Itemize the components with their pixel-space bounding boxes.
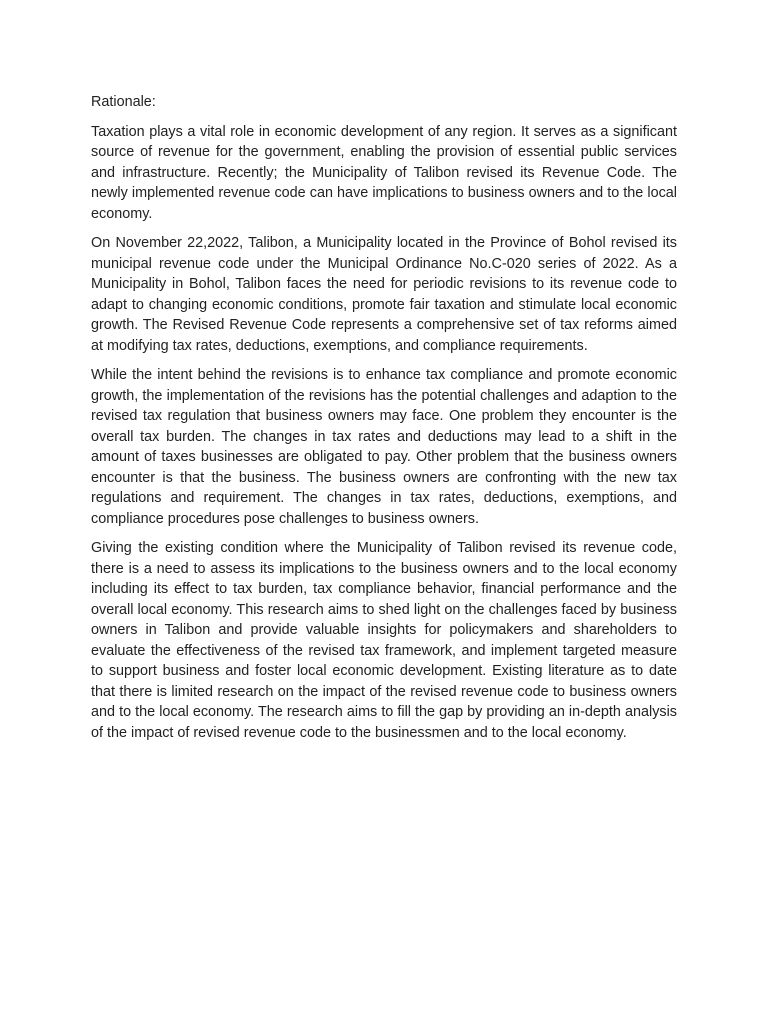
paragraph-4: Giving the existing condition where the Municipality of Talibon revised its revenue code, there is a need to assess its implications to the business owners and to the local economy including its effect to tax burden, tax compliance behavior, financial performance and the overall local economy. This research aims to shed light on the challenges faced by business owners in Talibon and provide valuable insights for policymakers and shareholders to evaluate the effectiveness of the revised tax framework, and implement targeted measure to support business and foster local economic development. Existing literature as to date that there is limited research on the impact of the revised revenue code to business owners and to the local economy. The research aims to fill the gap by providing an in-depth analysis of the impact of revised revenue code to the businessmen and to the local economy. <box>91 540 677 741</box>
paragraph-1: Taxation plays a vital role in economic development of any region. It serves as a significant source of revenue for the government, enabling the provision of essential public services and infrastructure. Recently; the Municipality of Talibon revised its Revenue Code. The newly implemented revenue code can have implications to business owners and to the local economy. <box>91 123 677 222</box>
document-body <box>91 92 677 752</box>
section-heading: Rationale: <box>91 94 156 110</box>
paragraph-2: On November 22,2022, Talibon, a Municipality located in the Province of Bohol revised its municipal revenue code under the Municipal Ordinance No.C-020 series of 2022. As a Municipality in Bohol, Talibon faces the need for periodic revisions to its revenue code to adapt to changing economic conditions, promote fair taxation and stimulate local economic growth. The Revised Revenue Code represents a comprehensive set of tax reforms aimed at modifying tax rates, deductions, exemptions, and compliance requirements. <box>91 235 677 354</box>
paragraph-3: While the intent behind the revisions is to enhance tax compliance and promote economic growth, the implementation of the revisions has the potential challenges and adaption to the revised tax regulation that business owners may face. One problem they encounter is the overall tax burden. The changes in tax rates and deductions may lead to a shift in the amount of taxes businesses are obligated to pay. Other problem that the business owners encounter is that the business. The business owners are confronting with the new tax regulations and requirement. The changes in tax rates, deductions, exemptions, and compliance procedures pose challenges to business owners. <box>91 367 677 527</box>
